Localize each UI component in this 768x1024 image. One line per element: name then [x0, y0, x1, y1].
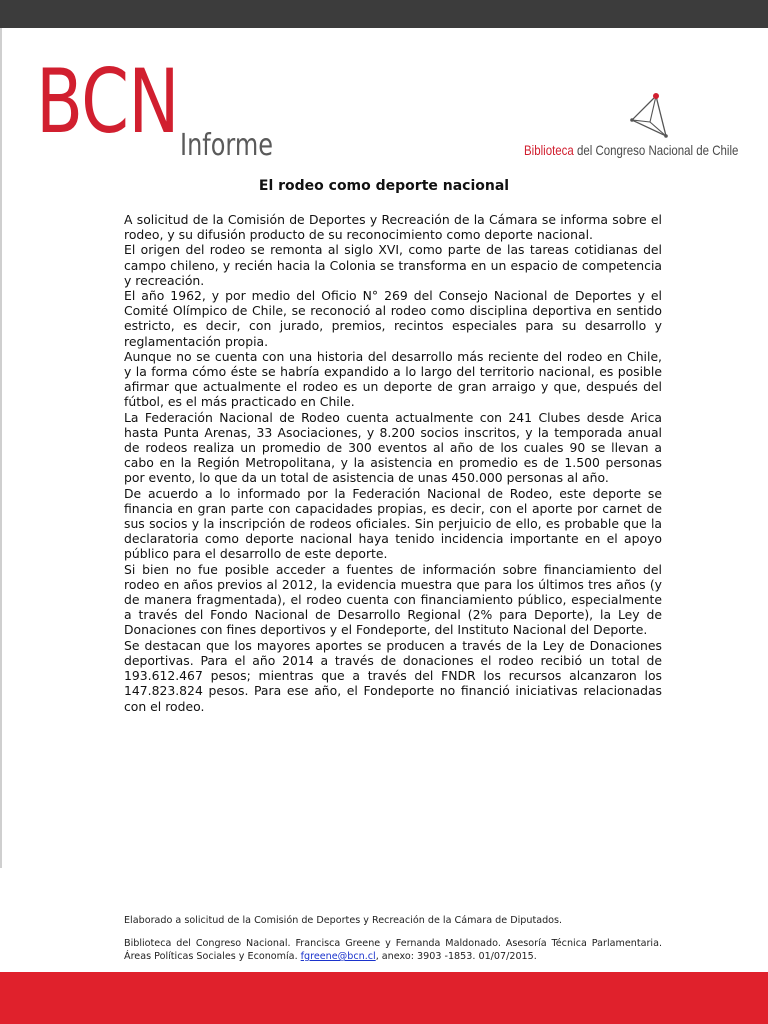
paragraph: Se destacan que los mayores aportes se producen a través de la Ley de Donaciones deportivas. Para el año 2014 a través de donaciones el rodeo recibió un total de 193.612.467 pesos; mientras que a través del FNDR los recursos alcanzaron los 147.823.824 pesos. Para ese año, el Fondeporte no financió iniciativas relacionadas con el rodeo. — [124, 637, 662, 714]
document-footer — [124, 914, 662, 973]
paragraph: Aunque no se cuenta con una historia del desarrollo más reciente del rodeo en Chile, y la forma cómo éste se habría expandido a lo largo del territorio nacional, es posible afirmar que actualmente el rodeo es un deporte de gran arraigo y que, después del fútbol, es el más practicado en Chile. — [124, 348, 662, 410]
paragraph: Si bien no fue posible acceder a fuentes de información sobre financiamiento del rodeo en años previos al 2012, la evidencia muestra que para los últimos tres años (y de manera fragmentada), el rodeo cuenta con financiamiento público, especialmente a través del Fondo Nacional de Desarrollo Regional (2% para Deporte), la Ley de Donaciones con fines deportivos y el Fondeporte, del Instituto Nacional del Deporte. — [124, 561, 662, 638]
document-title: El rodeo como deporte nacional — [258, 178, 510, 194]
paragraph: De acuerdo a lo informado por la Federación Nacional de Rodeo, este deporte se financia en gran parte con capacidades propias, es decir, con el aporte por carnet de sus socios y la inscripción de rodeos oficiales. Sin perjuicio de ello, es probable que la declaratoria como deporte nacional haya tenido incidencia importante en el apoyo público para el desarrollo de este deporte. — [124, 485, 662, 562]
document-body — [124, 212, 662, 714]
informe-label: Informe — [180, 128, 274, 163]
footer-request-line: Elaborado a solicitud de la Comisión de Deportes y Recreación de la Cámara de Diputados. — [124, 915, 563, 926]
bcn-logo: BCN — [36, 50, 179, 153]
footer-credits — [124, 937, 662, 963]
footer-credits-text: Biblioteca del Congreso Nacional. Francisca Greene y Fernanda Maldonado. Asesoría Técnica Parlamentaria. Áreas Políticas Sociales y Economía. — [124, 938, 662, 962]
bottom-red-bar — [0, 972, 768, 1024]
institution-accent: Biblioteca — [524, 142, 574, 158]
institution-rest: del Congreso Nacional de Chile — [573, 142, 739, 158]
author-email-link[interactable]: fgreene@bcn.cl — [300, 951, 376, 962]
paragraph: El año 1962, y por medio del Oficio N° 269 del Consejo Nacional de Deportes y el Comité Olímpico de Chile, se reconoció al rodeo como disciplina deportiva en sentido estricto, es decir, con jurado, premios, recintos especiales para su desarrollo y reglamentación propia. — [124, 288, 662, 349]
triangle-network-icon — [626, 92, 674, 140]
footer-contact-text: , anexo: 3903 -1853. 01/07/2015. — [375, 951, 537, 962]
paragraph: A solicitud de la Comisión de Deportes y Recreación de la Cámara se informa sobre el rodeo, y su difusión producto de su reconocimiento como deporte nacional. — [124, 212, 662, 243]
top-dark-bar — [0, 0, 768, 28]
paragraph: La Federación Nacional de Rodeo cuenta actualmente con 241 Clubes desde Arica hasta Punta Arenas, 33 Asociaciones, y 8.200 socios inscritos, y la temporada anual de rodeos realiza un promedio de 300 eventos al año de los cuales 90 se llevan a cabo en la Región Metropolitana, y la asistencia en promedio es de 1.500 personas por evento, lo que da un total de asistencia de unas 450.000 personas al año. — [124, 409, 662, 486]
institution-name — [524, 142, 738, 158]
paragraph: El origen del rodeo se remonta al siglo XVI, como parte de las tareas cotidianas del campo chileno, y recién hacia la Colonia se transforma en un espacio de competencia y recreación. — [124, 242, 662, 288]
document-header — [0, 28, 768, 178]
